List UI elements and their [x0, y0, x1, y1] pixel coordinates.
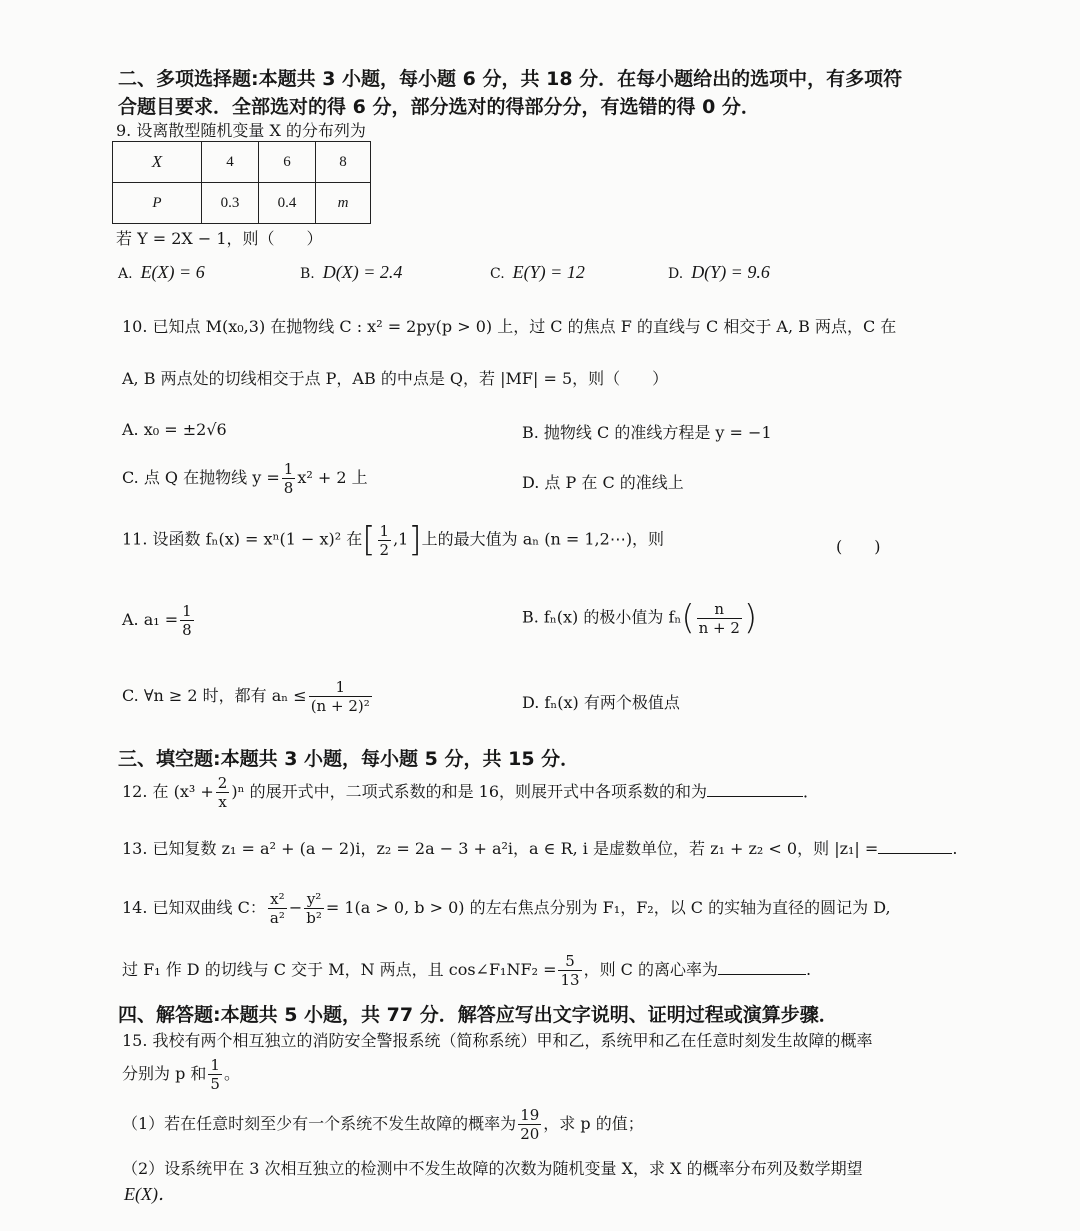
- q9-option-c: C. E(Y) = 12: [490, 262, 585, 282]
- q9-condition: 若 Y = 2X − 1，则（ ）: [116, 229, 323, 248]
- q11-option-a: A. a₁ = $\frac{1}{8}$: [122, 602, 192, 639]
- q13-answer-blank[interactable]: [878, 839, 952, 854]
- q10-option-c: C. 点 Q 在抛物线 y = $\frac{1}{8}$ x² + 2 上: [122, 460, 368, 497]
- q15-part2-line2: E(X)．: [124, 1184, 176, 1204]
- q14-line1: 14. 已知双曲线 C： $\frac{\text{x²}}{\text{a²}}$ − $\frac{\text{y²}}{\text{b²}}$ = 1(a > 0, b > 0) 的左右焦点分别为 F₁，F₂，以 C 的实轴为直径的圆记为 D,: [122, 890, 891, 927]
- q12-text: 12. 在 (x³ + $\frac{2}{x}$ )ⁿ 的展开式中，二项式系数的和是 16，则展开式中各项系数的和为 ．: [122, 774, 820, 811]
- table-row: [113, 183, 371, 224]
- section-2-header-line1: 二、多项选择题:本题共 3 小题，每小题 6 分，共 18 分．在每小题给出的选项中，有多项符: [118, 68, 903, 90]
- table-row: [113, 142, 371, 183]
- q10-stem-line2: A, B 两点处的切线相交于点 P，AB 的中点是 Q，若 |MF| = 5，则（ ）: [122, 369, 669, 388]
- q10-option-d: D. 点 P 在 C 的准线上: [522, 473, 684, 492]
- q9-option-d: D. D(Y) = 9.6: [668, 262, 770, 282]
- q9-option-a: A. E(X) = 6: [118, 262, 205, 282]
- q9-distribution-table: [112, 141, 371, 224]
- table-cell: m: [316, 183, 371, 224]
- q10-option-a: A. x₀ = ±2√6: [122, 420, 227, 439]
- q11-answer-paren: ( ): [836, 537, 881, 556]
- table-cell: P: [113, 183, 202, 224]
- table-cell: X: [113, 142, 202, 183]
- q13-text: 13. 已知复数 z₁ = a² + (a − 2)i，z₂ = 2a − 3 + a²i，a ∈ R, i 是虚数单位，若 z₁ + z₂ < 0，则 |z₁| = .: [122, 839, 958, 858]
- q15-stem-line2: 分别为 p 和 $\frac{1}{5}$ 。: [122, 1056, 240, 1093]
- q15-stem-line1: 15. 我校有两个相互独立的消防安全警报系统（简称系统）甲和乙，系统甲和乙在任意时刻发生故障的概率: [122, 1031, 873, 1050]
- table-cell: 0.4: [259, 183, 316, 224]
- q11-stem: 11. 设函数 fₙ(x) = xⁿ(1 − x)² 在[ $\frac{1}{2}$ ,1]上的最大值为 aₙ (n = 1,2⋯)，则: [122, 520, 665, 560]
- table-cell: 0.3: [202, 183, 259, 224]
- q12-answer-blank[interactable]: [707, 782, 803, 797]
- q10-stem-line1: 10. 已知点 M(x₀,3) 在抛物线 C : x² = 2py(p > 0) 上，过 C 的焦点 F 的直线与 C 相交于 A, B 两点，C 在: [122, 317, 897, 336]
- q9-option-b: B. D(X) = 2.4: [300, 262, 403, 282]
- table-cell: 8: [316, 142, 371, 183]
- table-cell: 6: [259, 142, 316, 183]
- section-4-header: 四、解答题:本题共 5 小题，共 77 分．解答应写出文字说明、证明过程或演算步骤．: [118, 1004, 838, 1026]
- table-cell: 4: [202, 142, 259, 183]
- q11-option-d: D. fₙ(x) 有两个极值点: [522, 693, 680, 712]
- q10-option-b: B. 抛物线 C 的准线方程是 y = −1: [522, 423, 772, 442]
- section-3-header: 三、填空题:本题共 3 小题，每小题 5 分，共 15 分．: [118, 748, 580, 770]
- q15-part2-line1: （2）设系统甲在 3 次相互独立的检测中不发生故障的次数为随机变量 X，求 X 的概率分布列及数学期望: [122, 1159, 863, 1178]
- q15-part1: （1）若在任意时刻至少有一个系统不发生故障的概率为 $\frac{19}{20}$ ，求 p 的值；: [122, 1106, 644, 1143]
- q11-option-b: B. fₙ(x) 的极小值为 fₙ( $\frac{n}{n + 2}$ ): [522, 598, 758, 638]
- q14-answer-blank[interactable]: [718, 960, 806, 975]
- section-2-header-line2: 合题目要求．全部选对的得 6 分，部分选对的得部分分，有选错的得 0 分．: [118, 96, 760, 118]
- q11-option-c: C. ∀n ≥ 2 时，都有 aₙ ≤ $\frac{1}{\text{(n + 2)²}}$: [122, 678, 370, 715]
- q14-line2: 过 F₁ 作 D 的切线与 C 交于 M，N 两点，且 cos∠F₁NF₂ = $\frac{5}{13}$ ，则 C 的离心率为 .: [122, 952, 812, 989]
- q9-stem: 9. 设离散型随机变量 X 的分布列为: [116, 121, 366, 140]
